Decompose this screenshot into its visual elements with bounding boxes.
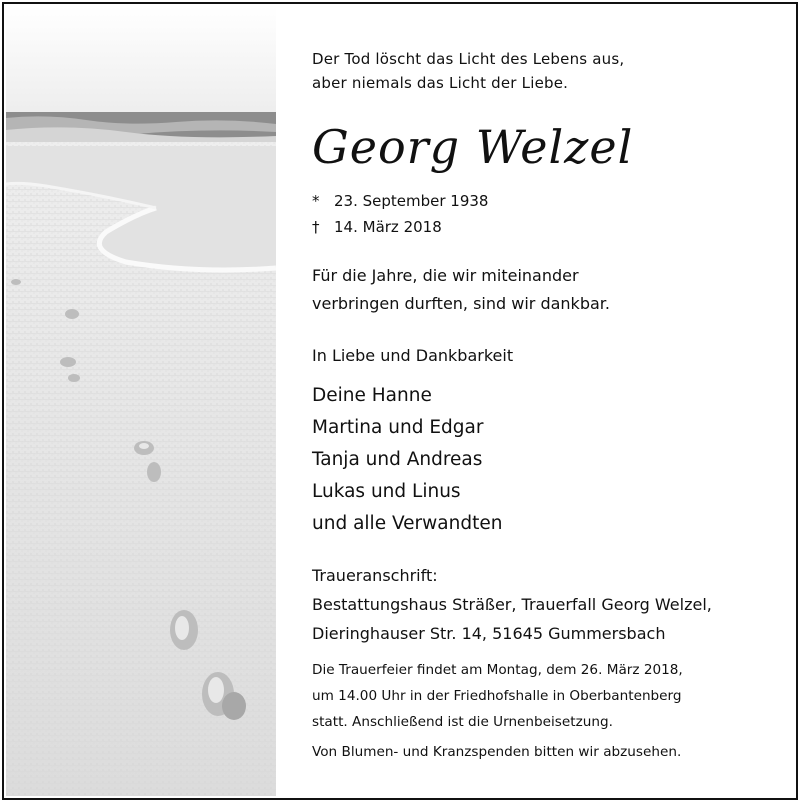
closing-line: In Liebe und Dankbarkeit	[312, 346, 514, 365]
mourner-3: Tanja und Andreas	[312, 449, 483, 470]
motto-line-1: Der Tod löscht das Licht des Lebens aus,	[312, 50, 625, 68]
gratitude-line-2: verbringen durften, sind wir dankbar.	[312, 294, 610, 313]
birth-date: 23. September 1938	[334, 192, 489, 210]
service-line-1: Die Trauerfeier findet am Montag, dem 26. März 2018,	[312, 662, 683, 678]
service-line-3: statt. Anschließend ist die Urnenbeisetzung.	[312, 714, 613, 730]
birth-star-icon: *	[312, 192, 320, 210]
address-line-1: Bestattungshaus Sträßer, Trauerfall Georg Welzel,	[312, 595, 712, 614]
address-label: Traueranschrift:	[312, 566, 438, 585]
mourner-1: Deine Hanne	[312, 385, 432, 406]
obituary-card	[2, 2, 798, 800]
birth-date-row	[312, 192, 488, 210]
mourner-2: Martina und Edgar	[312, 417, 484, 438]
address-line-2: Dieringhauser Str. 14, 51645 Gummersbach	[312, 624, 666, 643]
death-date-row	[312, 218, 442, 236]
death-date: 14. März 2018	[334, 218, 442, 236]
mourner-4: Lukas und Linus	[312, 481, 461, 502]
service-line-2: um 14.00 Uhr in der Friedhofshalle in Oberbantenberg	[312, 688, 682, 704]
motto-line-2: aber niemals das Licht der Liebe.	[312, 74, 569, 92]
service-line-4: Von Blumen- und Kranzspenden bitten wir abzusehen.	[312, 744, 682, 760]
mourner-5: und alle Verwandten	[312, 513, 503, 534]
beach-footprints-image	[6, 6, 276, 796]
death-cross-icon: †	[312, 218, 320, 236]
deceased-name: Georg Welzel	[312, 120, 634, 174]
gratitude-line-1: Für die Jahre, die wir miteinander	[312, 266, 579, 285]
